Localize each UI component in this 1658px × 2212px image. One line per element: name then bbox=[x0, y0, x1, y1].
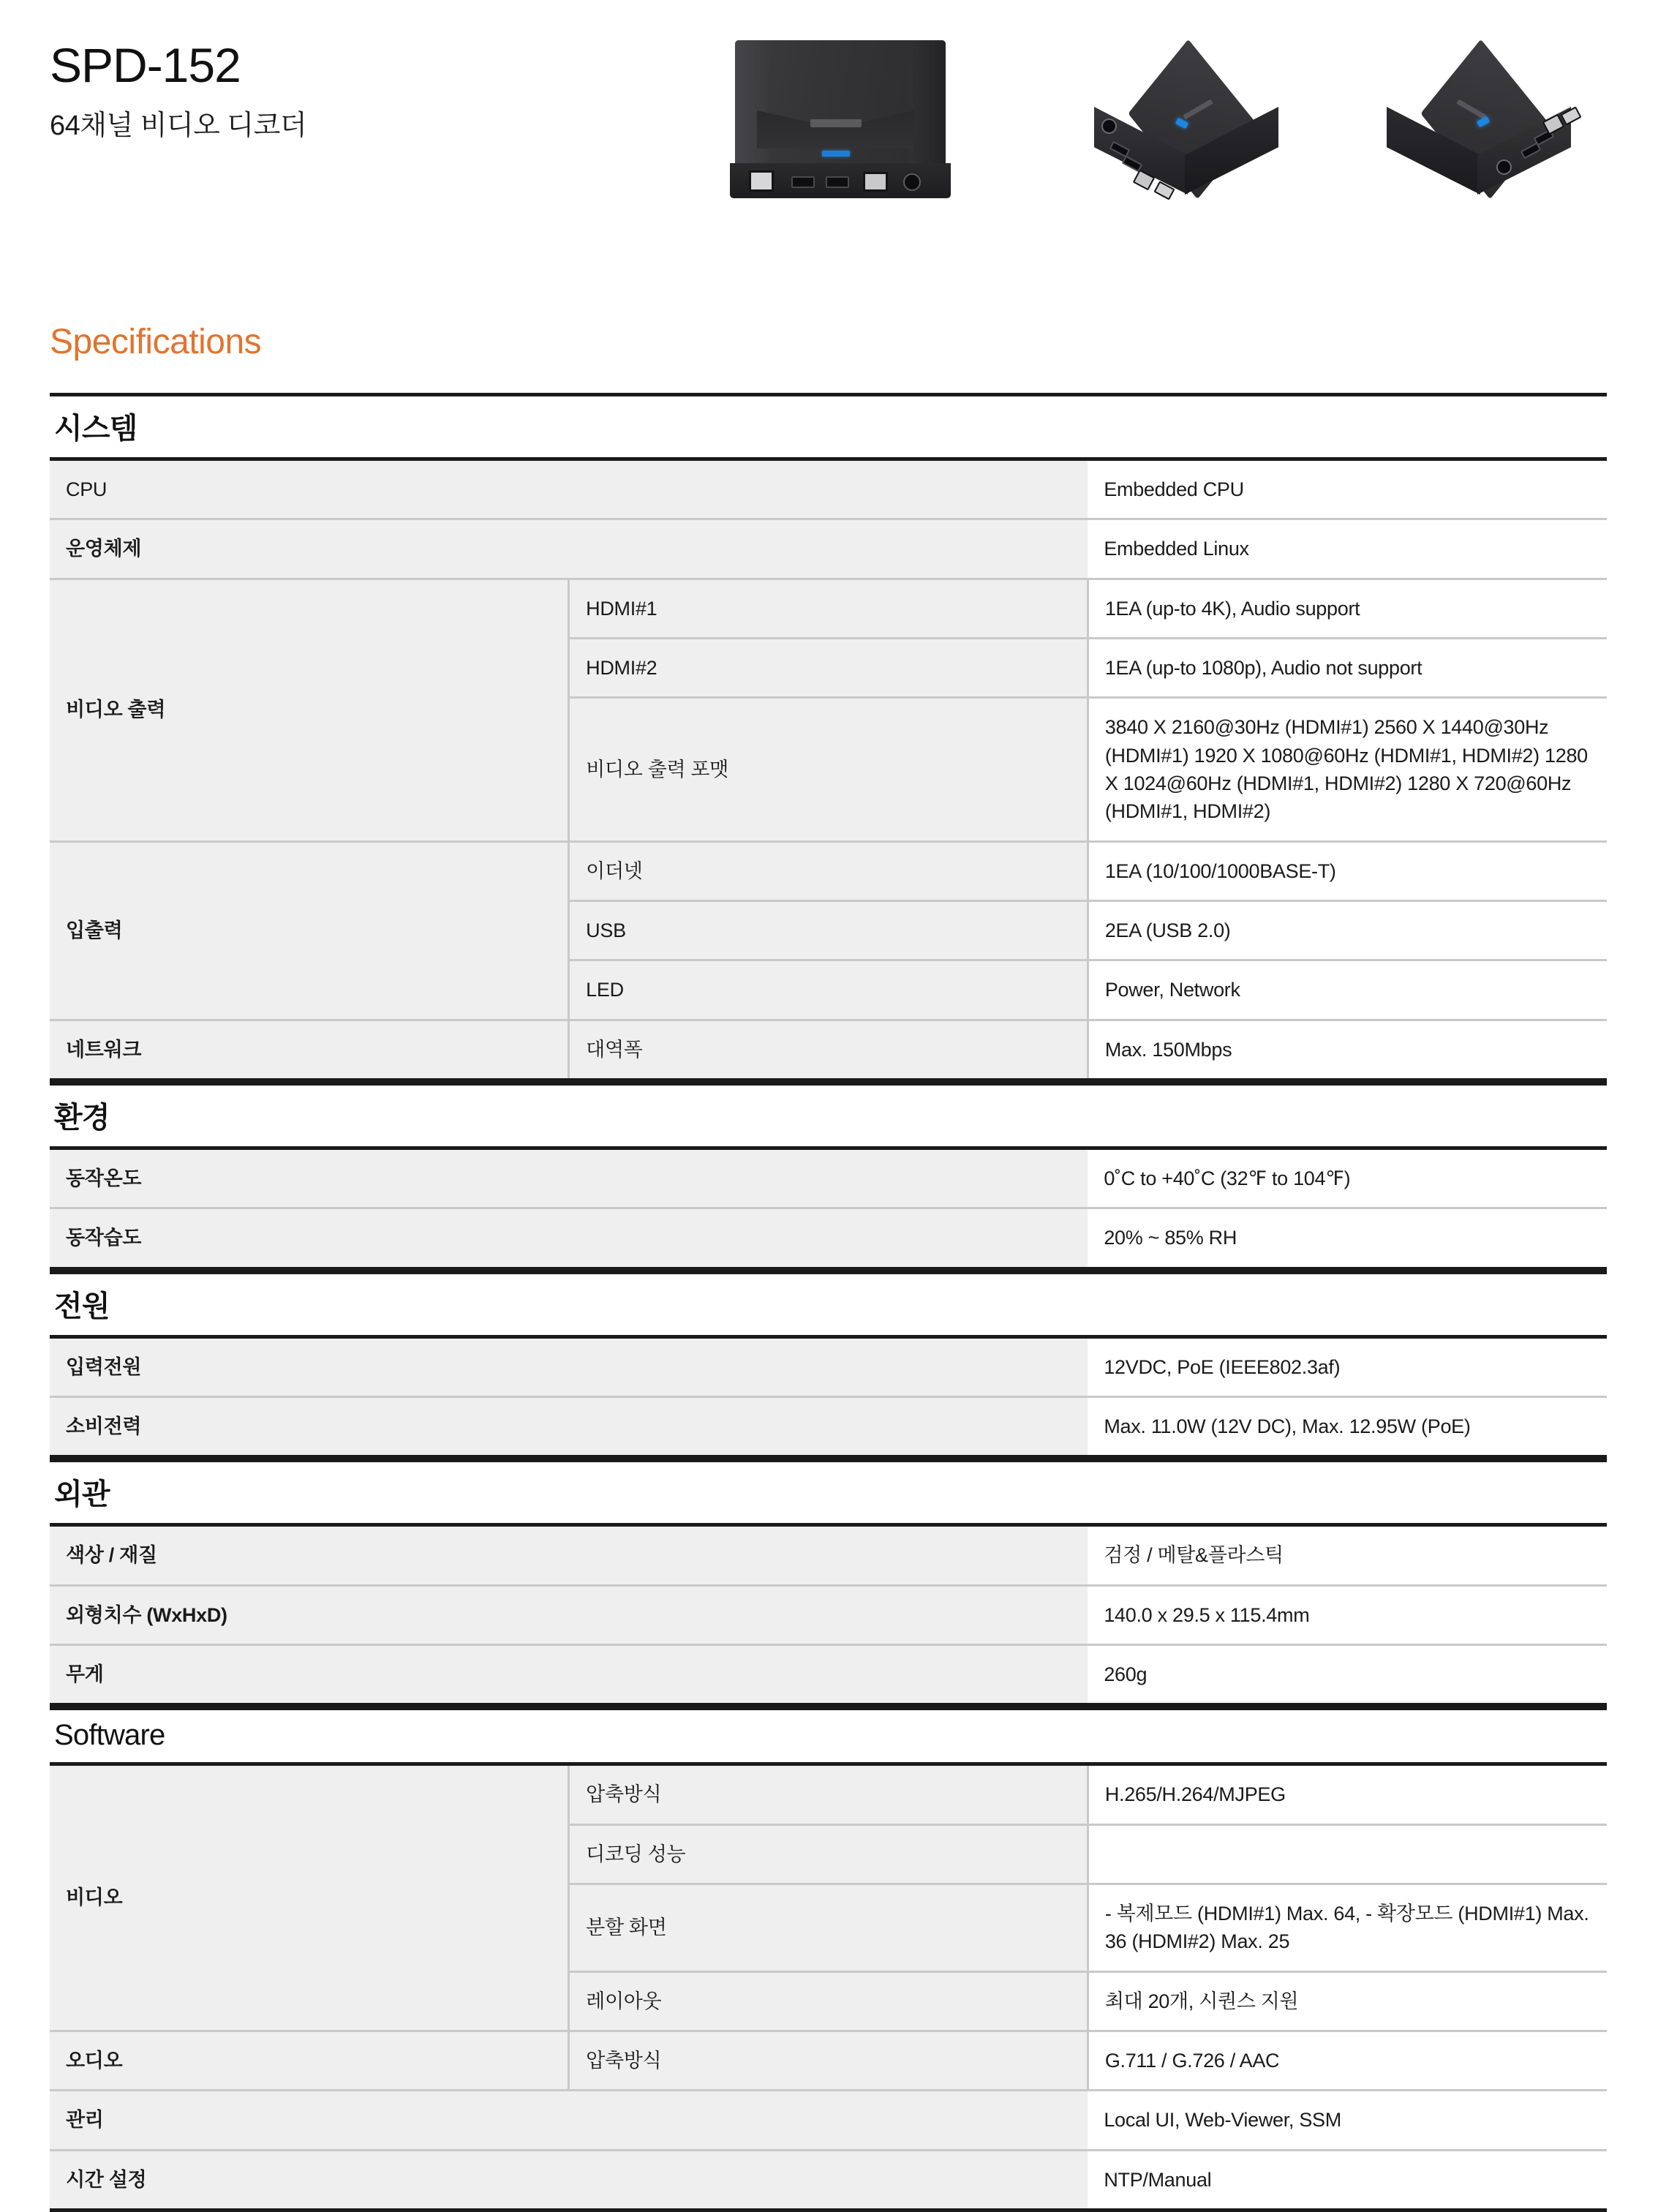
row-value: Embedded Linux bbox=[1088, 519, 1607, 579]
row-value: Embedded CPU bbox=[1088, 459, 1607, 519]
row-label: LED bbox=[569, 960, 1088, 1020]
spec-table bbox=[50, 1523, 1607, 1707]
row-label: HDMI#1 bbox=[569, 579, 1088, 638]
section-title: 환경 bbox=[50, 1082, 1607, 1146]
row-value bbox=[1088, 1824, 1607, 1884]
power-led-indicator bbox=[822, 151, 850, 157]
title-block bbox=[50, 40, 306, 143]
spec-table bbox=[50, 1146, 1607, 1271]
page-header bbox=[0, 0, 1658, 241]
row-value: Power, Network bbox=[1088, 960, 1607, 1020]
row-label: 압축방식 bbox=[569, 1764, 1088, 1824]
row-value: Local UI, Web-Viewer, SSM bbox=[1088, 2091, 1607, 2150]
usb-port-icon bbox=[749, 170, 774, 192]
hdmi-port-2-icon bbox=[826, 176, 849, 188]
row-label: HDMI#2 bbox=[569, 638, 1088, 697]
row-value: 검정 / 메탈&플라스틱 bbox=[1088, 1525, 1607, 1585]
row-label: 관리 bbox=[50, 2091, 1088, 2150]
row-group-label: 비디오 bbox=[50, 1764, 569, 2031]
table-row bbox=[50, 1525, 1607, 1585]
page-title: SPD-152 bbox=[50, 38, 241, 92]
table-row bbox=[50, 1336, 1607, 1396]
table-row bbox=[50, 2150, 1607, 2210]
product-subtitle: 64채널 비디오 디코더 bbox=[50, 110, 307, 142]
row-value: 3840 X 2160@30Hz (HDMI#1) 2560 X 1440@30Hz (HDMI#1) 1920 X 1080@60Hz (HDMI#1, HDMI#2) 1280 X 1024@60Hz (HDMI#1, HDMI#2) 1280 X 720@60Hz (HDMI#1, HDMI#2) bbox=[1088, 698, 1607, 841]
table-row bbox=[50, 1585, 1607, 1644]
section-title: 시스템 bbox=[50, 393, 1607, 457]
row-value: Max. 11.0W (12V DC), Max. 12.95W (PoE) bbox=[1088, 1396, 1607, 1456]
dc-power-jack-icon bbox=[903, 173, 921, 191]
row-value: 260g bbox=[1088, 1644, 1607, 1704]
specifications-heading: Specifications bbox=[50, 323, 262, 361]
row-group-label: 입출력 bbox=[50, 841, 569, 1020]
row-value: 1EA (up-to 4K), Audio support bbox=[1088, 579, 1607, 638]
row-label: 레이아웃 bbox=[569, 1971, 1088, 2031]
row-label: 비디오 출력 포맷 bbox=[569, 698, 1088, 841]
row-group-label: 네트워크 bbox=[50, 1020, 569, 1080]
ethernet-port-icon bbox=[863, 172, 888, 192]
row-label: 외형치수 (WxHxD) bbox=[50, 1585, 1088, 1644]
row-value: 0˚C to +40˚C (32℉ to 104℉) bbox=[1088, 1148, 1607, 1208]
table-row bbox=[50, 519, 1607, 579]
row-value: 140.0 x 29.5 x 115.4mm bbox=[1088, 1585, 1607, 1644]
section-title: 전원 bbox=[50, 1271, 1607, 1335]
product-image-gallery bbox=[702, 22, 1653, 219]
row-label: 소비전력 bbox=[50, 1396, 1088, 1456]
table-row bbox=[50, 2091, 1607, 2150]
row-value: 12VDC, PoE (IEEE802.3af) bbox=[1088, 1336, 1607, 1396]
row-label: 이더넷 bbox=[569, 841, 1088, 900]
row-value: G.711 / G.726 / AAC bbox=[1088, 2031, 1607, 2090]
table-row bbox=[50, 2031, 1607, 2090]
product-angled-right-image bbox=[1346, 37, 1616, 219]
brand-logo bbox=[810, 119, 862, 127]
row-value: 1EA (up-to 1080p), Audio not support bbox=[1088, 638, 1607, 697]
row-label: 무게 bbox=[50, 1644, 1088, 1704]
row-label: 색상 / 재질 bbox=[50, 1525, 1088, 1585]
table-row bbox=[50, 1396, 1607, 1456]
row-group-label: 비디오 출력 bbox=[50, 579, 569, 841]
row-value: H.265/H.264/MJPEG bbox=[1088, 1764, 1607, 1824]
row-value: 최대 20개, 시퀀스 지원 bbox=[1088, 1971, 1607, 2031]
section-title: Software bbox=[50, 1707, 1607, 1762]
device-right-bevel bbox=[908, 40, 946, 170]
table-row bbox=[50, 1148, 1607, 1208]
table-row bbox=[50, 1644, 1607, 1704]
row-label: 동작온도 bbox=[50, 1148, 1088, 1208]
row-label: 운영체제 bbox=[50, 519, 1088, 579]
row-label: CPU bbox=[50, 459, 1088, 519]
row-value: 20% ~ 85% RH bbox=[1088, 1208, 1607, 1268]
spec-table bbox=[50, 457, 1607, 1082]
device-left-bevel bbox=[735, 40, 769, 170]
table-row bbox=[50, 1764, 1607, 1824]
row-label: 입력전원 bbox=[50, 1336, 1088, 1396]
spec-table bbox=[50, 1335, 1607, 1459]
specification-tables bbox=[50, 393, 1607, 2212]
row-value: 2EA (USB 2.0) bbox=[1088, 900, 1607, 960]
product-angled-left-image bbox=[1053, 37, 1324, 219]
table-row bbox=[50, 579, 1607, 638]
product-top-view-image bbox=[724, 40, 951, 205]
row-label: 분할 화면 bbox=[569, 1884, 1088, 1971]
row-label: 시간 설정 bbox=[50, 2150, 1088, 2210]
row-label: 대역폭 bbox=[569, 1020, 1088, 1080]
table-row bbox=[50, 841, 1607, 900]
row-label: 디코딩 성능 bbox=[569, 1824, 1088, 1884]
row-label: USB bbox=[569, 900, 1088, 960]
specifications-section bbox=[0, 322, 1658, 2212]
table-row bbox=[50, 1020, 1607, 1080]
row-value: Max. 150Mbps bbox=[1088, 1020, 1607, 1080]
table-row bbox=[50, 459, 1607, 519]
spec-table bbox=[50, 1762, 1607, 2212]
row-value: NTP/Manual bbox=[1088, 2150, 1607, 2210]
row-label: 압축방식 bbox=[569, 2031, 1088, 2090]
row-group-label: 오디오 bbox=[50, 2031, 569, 2090]
hdmi-port-1-icon bbox=[791, 176, 815, 188]
table-row bbox=[50, 1208, 1607, 1268]
row-value: 1EA (10/100/1000BASE-T) bbox=[1088, 841, 1607, 900]
section-title: 외관 bbox=[50, 1459, 1607, 1523]
row-label: 동작습도 bbox=[50, 1208, 1088, 1268]
row-value: - 복제모드 (HDMI#1) Max. 64, - 확장모드 (HDMI#1) Max. 36 (HDMI#2) Max. 25 bbox=[1088, 1884, 1607, 1971]
